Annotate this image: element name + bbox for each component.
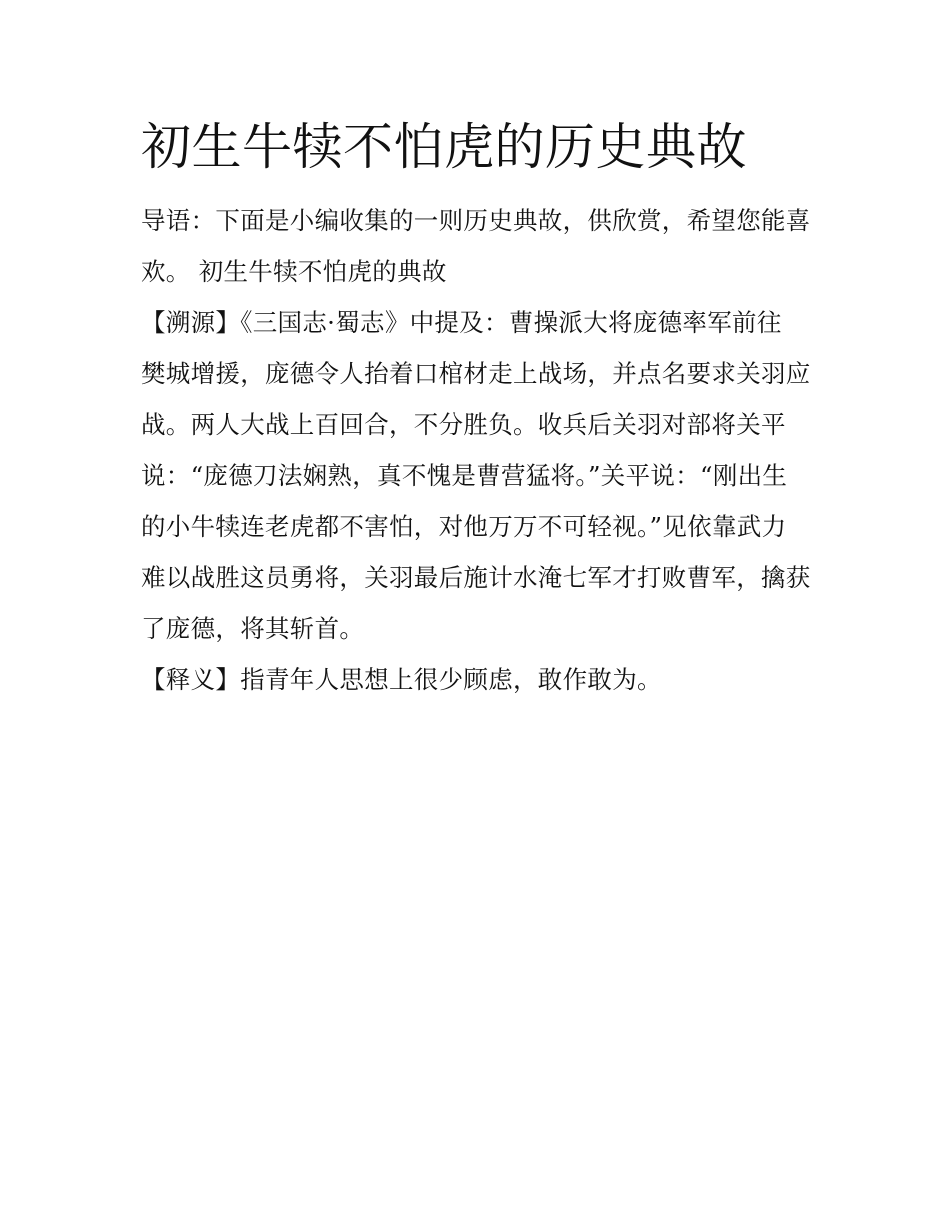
intro-paragraph: [141, 195, 821, 297]
document-body: [141, 112, 821, 705]
meaning-line: 【释义】指青年人思想上很少顾虑，敢作敢为。: [141, 665, 662, 694]
origin-line: 【溯源】《三国志·蜀志》中提及：曹操派大将庞德率军前往: [141, 308, 782, 337]
origin-line: 难以战胜这员勇将，关羽最后施计水淹七军才打败曹军，擒获: [141, 563, 811, 592]
origin-line: 的小牛犊连老虎都不害怕，对他万万不可轻视。”见依靠武力: [141, 512, 787, 541]
origin-line: 战。两人大战上百回合，不分胜负。收兵后关羽对部将关平: [141, 410, 786, 439]
document-title: 初生牛犊不怕虎的历史典故: [141, 118, 747, 176]
intro-line: 导语：下面是小编收集的一则历史典故，供欣赏，希望您能喜: [141, 206, 811, 235]
origin-line: 说：“庞德刀法娴熟，真不愧是曹营猛将。”关平说：“刚出生: [141, 461, 788, 490]
meaning-paragraph: [141, 654, 821, 705]
origin-line: 了庞德，将其斩首。: [141, 614, 365, 643]
origin-paragraph: [141, 297, 821, 654]
origin-line: 樊城增援，庞德令人抬着口棺材走上战场，并点名要求关羽应: [141, 359, 811, 388]
intro-line: 欢。 初生牛犊不怕虎的典故: [141, 257, 447, 286]
